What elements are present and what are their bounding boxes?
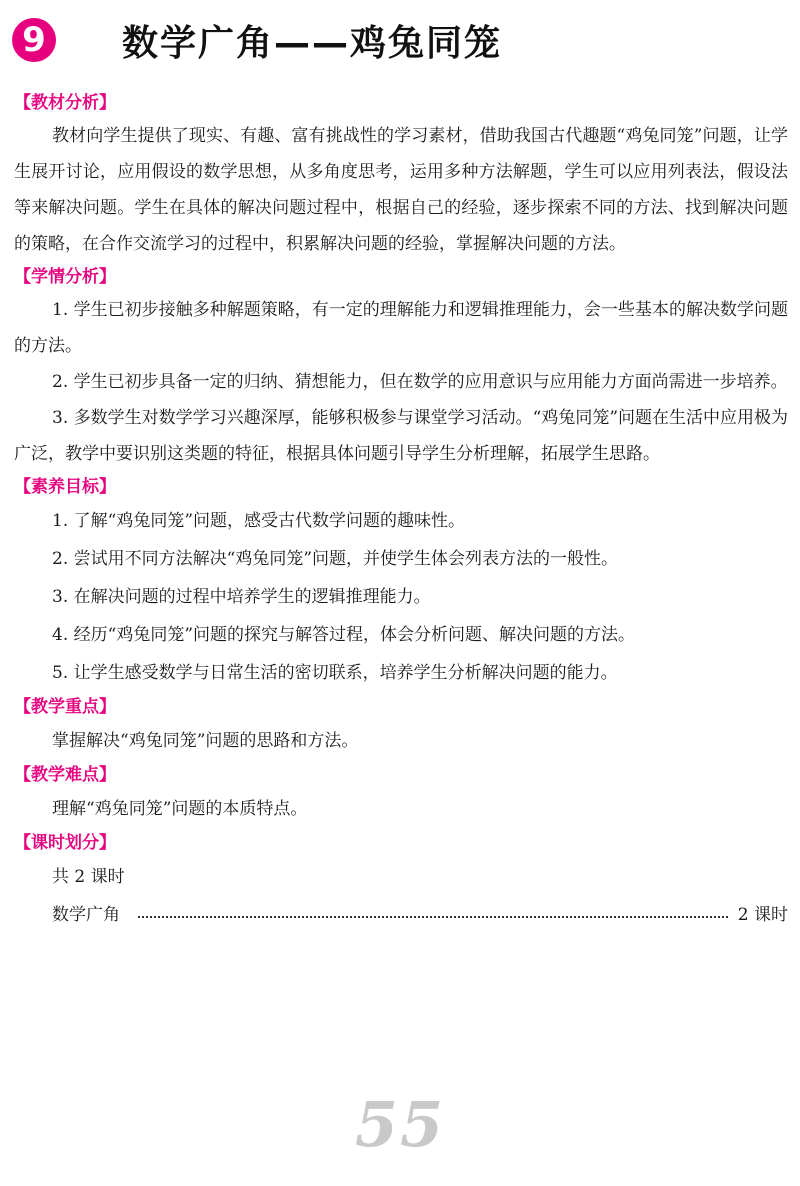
- section-schedule: [14, 828, 788, 934]
- section-paragraph: 教材向学生提供了现实、有趣、富有挑战性的学习素材，借助我国古代趣题“鸡兔同笼”问题，让学生展开讨论，应用假设的数学思想，从多角度思考，运用多种方法解题，学生可以应用列表法，假设法等来解决问题。学生在具体的解决问题过程中，根据自己的经验，逐步探索不同的方法、找到解决问题的策略，在合作交流学习的过程中，积累解决问题的经验，掌握解决问题的方法。: [14, 126, 788, 254]
- section-label: 【素养目标】: [14, 477, 116, 497]
- section-text: 理解“鸡兔同笼”问题的本质特点。: [52, 799, 308, 819]
- page-header: [12, 12, 502, 68]
- list-item: 1. 了解“鸡兔同笼”问题，感受古代数学问题的趣味性。: [52, 511, 466, 531]
- dot-leader: [138, 916, 728, 918]
- schedule-entry-hours: 2 课时: [737, 905, 788, 925]
- section-label: 【教学难点】: [14, 765, 116, 785]
- page-title: 数学广角——鸡兔同笼: [122, 22, 503, 64]
- schedule-total: 共 2 课时: [52, 867, 125, 887]
- chapter-number-badge: 9: [12, 18, 56, 62]
- list-item: 3. 多数学生对数学学习兴趣深厚，能够积极参与课堂学习活动。“鸡兔同笼”问题在生活中应用极为广泛，教学中要识别这类题的特征，根据具体问题引导学生分析理解，拓展学生思路。: [14, 408, 789, 464]
- section-text: 掌握解决“鸡兔同笼”问题的思路和方法。: [52, 731, 359, 751]
- list-item: 5. 让学生感受数学与日常生活的密切联系，培养学生分析解决问题的能力。: [52, 663, 618, 683]
- section-label: 【课时划分】: [14, 833, 116, 853]
- page-number: 55: [354, 1088, 446, 1161]
- schedule-entry-name: 数学广角: [52, 905, 120, 925]
- list-item: 2. 学生已初步具备一定的归纳、猜想能力，但在数学的应用意识与应用能力方面尚需进一步培养。: [52, 372, 788, 392]
- section-student-analysis: [14, 262, 788, 472]
- section-literacy-goals: [14, 472, 788, 692]
- section-difficult-points: [14, 760, 788, 828]
- list-item: 3. 在解决问题的过程中培养学生的逻辑推理能力。: [52, 587, 431, 607]
- list-item: 2. 尝试用不同方法解决“鸡兔同笼”问题，并使学生体会列表方法的一般性。: [52, 549, 619, 569]
- content: [14, 88, 788, 934]
- list-item: 1. 学生已初步接触多种解题策略，有一定的理解能力和逻辑推理能力，会一些基本的解决数学问题的方法。: [14, 300, 788, 356]
- section-label: 【教学重点】: [14, 697, 116, 717]
- section-label: 【教材分析】: [14, 93, 116, 113]
- section-textbook-analysis: [14, 88, 788, 262]
- section-key-points: [14, 692, 788, 760]
- list-item: 4. 经历“鸡兔同笼”问题的探究与解答过程，体会分析问题、解决问题的方法。: [52, 625, 636, 645]
- schedule-entry: [14, 896, 788, 934]
- section-label: 【学情分析】: [14, 267, 116, 287]
